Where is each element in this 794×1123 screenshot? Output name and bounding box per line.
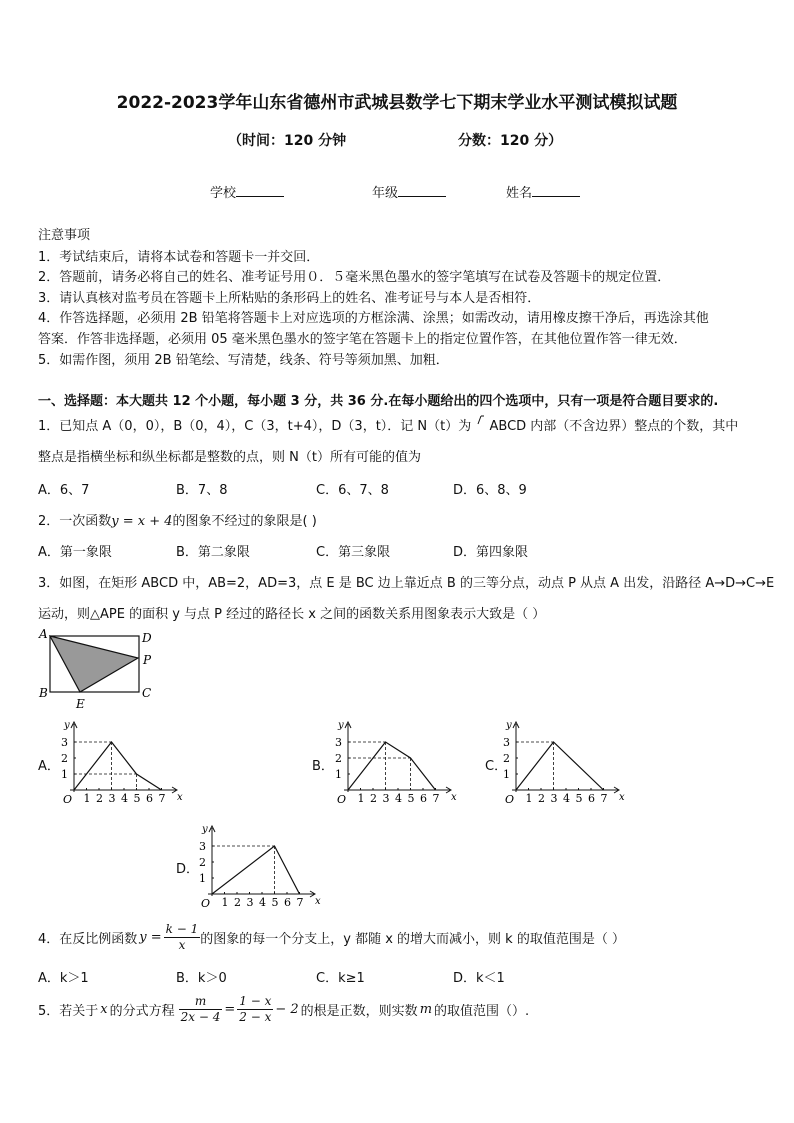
q5-var-m: m xyxy=(419,1002,433,1017)
label-a: A xyxy=(39,627,48,641)
score-label: 分数：120 分） xyxy=(458,133,563,149)
x-tick-label: 1 xyxy=(357,792,365,805)
section-heading: 一、选择题：本大题共 12 个小题，每小题 3 分，共 36 分.在每小题给出的四个选项中，只有一项是符合题目要求的. xyxy=(38,394,719,409)
x-tick-label: 7 xyxy=(432,792,440,805)
x-tick-label: 1 xyxy=(221,896,229,909)
x-axis-label: x xyxy=(451,792,457,803)
parallelogram-icon xyxy=(475,415,485,425)
q5-equals: = xyxy=(224,1002,236,1017)
function-line xyxy=(348,742,436,790)
y-tick-label: 2 xyxy=(199,856,206,869)
q4-numerator: k − 1 xyxy=(165,922,199,936)
graph-option-b xyxy=(332,718,462,806)
option: A．6、7 xyxy=(38,483,90,498)
y-axis-label: y xyxy=(64,720,70,731)
y-tick-label: 3 xyxy=(503,736,510,749)
x-tick-label: 7 xyxy=(296,896,304,909)
option: A．第一象限 xyxy=(38,545,112,560)
origin-label: O xyxy=(505,793,515,806)
notice-heading: 注意事项 xyxy=(38,228,91,243)
name-blank xyxy=(532,184,580,197)
q5-text: 的取值范围（）. xyxy=(434,1004,530,1019)
y-tick-label: 2 xyxy=(61,752,68,765)
x-tick-label: 3 xyxy=(550,792,558,805)
name-label: 姓名 xyxy=(506,186,533,201)
x-tick-label: 4 xyxy=(395,792,402,805)
q5-denominator-1: 2x − 4 xyxy=(180,1010,221,1024)
x-tick-label: 4 xyxy=(259,896,266,909)
q1-line2: 整点是指横坐标和纵坐标都是整数的点，则 N（t）所有可能的值为 xyxy=(38,450,421,465)
q5-stem xyxy=(38,994,529,1025)
x-tick-label: 2 xyxy=(234,896,241,909)
y-tick-label: 2 xyxy=(503,752,510,765)
grade-blank xyxy=(398,184,446,197)
q5-tail: − 2 xyxy=(275,1002,299,1017)
notice-item: 1．考试结束后，请将本试卷和答题卡一并交回． xyxy=(38,250,320,265)
y-axis-label: y xyxy=(202,824,208,835)
x-tick-label: 2 xyxy=(370,792,377,805)
school-label: 学校 xyxy=(210,186,237,201)
option: B．k＞0 xyxy=(176,971,227,986)
q5-text: 的根是正数，则实数 xyxy=(300,1004,418,1019)
school-blank xyxy=(236,184,284,197)
x-tick-label: 2 xyxy=(96,792,103,805)
q1-text: 1．已知点 A（0，0），B（0，4），C（3，t+4），D（3，t）．记 N（t）为 xyxy=(38,419,476,434)
grade-label: 年级 xyxy=(372,186,399,201)
x-tick-label: 4 xyxy=(121,792,128,805)
x-axis-label: x xyxy=(177,792,183,803)
notice-item: 5．如需作图，须用 2B 铅笔绘、写清楚，线条、符号等须加黑、加粗． xyxy=(38,353,449,368)
x-tick-label: 5 xyxy=(575,792,583,805)
x-tick-label: 7 xyxy=(600,792,608,805)
q4-text: 4．在反比例函数 xyxy=(38,932,138,947)
q5-var-x: x xyxy=(100,1002,108,1017)
q5-numerator-2: 1 − x xyxy=(239,994,272,1008)
option-label: B． xyxy=(312,759,334,774)
x-axis-label: x xyxy=(315,896,321,907)
q2-stem xyxy=(38,510,317,529)
y-tick-label: 3 xyxy=(61,736,68,749)
option: C．k≥1 xyxy=(316,971,365,986)
y-tick-label: 1 xyxy=(61,768,68,781)
option: B．7、8 xyxy=(176,483,228,498)
q5-numerator-1: m xyxy=(179,994,223,1010)
x-tick-label: 4 xyxy=(563,792,570,805)
q4-text: 的图象的每一个分支上，y 都随 x 的增大而减小，则 k 的取值范围是（ ） xyxy=(200,932,625,947)
grade-field xyxy=(372,182,446,201)
notice-item: 2．答题前，请务必将自己的姓名、准考证号用０．５毫米黑色墨水的签字笔填写在试卷及答题卡的规定位置． xyxy=(38,270,671,285)
q3-line1: 3．如图，在矩形 ABCD 中，AB=2，AD=3，点 E 是 BC 边上靠近点 B 的三等分点，动点 P 从点 A 出发，沿路径 A→D→C→E xyxy=(38,576,775,591)
q1-line1 xyxy=(38,415,738,434)
y-tick-label: 1 xyxy=(335,768,342,781)
option: D．第四象限 xyxy=(453,545,529,560)
x-tick-label: 1 xyxy=(83,792,91,805)
q2-text: 2．一次函数 xyxy=(38,514,112,529)
time-label: （时间：120 分钟 xyxy=(228,133,347,149)
q5-fraction-1 xyxy=(179,994,223,1025)
y-tick-label: 2 xyxy=(335,752,342,765)
q4-denominator: x xyxy=(178,938,186,952)
function-line xyxy=(212,846,300,894)
y-axis-label: y xyxy=(506,720,512,731)
option: B．第二象限 xyxy=(176,545,250,560)
rectangle-figure xyxy=(34,626,164,712)
notice-item: 4．作答选择题，必须用 2B 铅笔将答题卡上对应选项的方框涂满、涂黑；如需改动，请用橡皮擦干净后，再选涂其他 xyxy=(38,311,709,326)
q5-fraction-2 xyxy=(237,994,273,1025)
q2-formula: y = x + 4 xyxy=(111,514,173,529)
y-tick-label: 3 xyxy=(335,736,342,749)
function-line xyxy=(516,742,604,790)
q4-stem xyxy=(38,922,625,953)
school-field xyxy=(210,182,284,201)
x-tick-label: 2 xyxy=(538,792,545,805)
option: D．k＜1 xyxy=(453,971,505,986)
q5-text: 的分式方程 xyxy=(109,1004,175,1019)
q1-text: ABCD 内部（不含边界）整点的个数，其中 xyxy=(485,419,739,434)
y-axis-label: y xyxy=(338,720,344,731)
label-b: B xyxy=(39,686,48,700)
page-title: 2022-2023学年山东省德州市武城县数学七下期末学业水平测试模拟试题 xyxy=(116,93,678,113)
option: C．6、7、8 xyxy=(316,483,389,498)
x-tick-label: 5 xyxy=(271,896,279,909)
graph-option-c xyxy=(500,718,630,806)
q4-y-eq: y = xyxy=(139,930,162,945)
graph-option-a xyxy=(58,718,188,806)
triangle-ape xyxy=(50,636,138,692)
option-label: C． xyxy=(485,759,508,774)
origin-label: O xyxy=(63,793,73,806)
q5-text: 5．若关于 xyxy=(38,1004,99,1019)
x-axis-label: x xyxy=(619,792,625,803)
x-tick-label: 5 xyxy=(133,792,141,805)
option: D．6、8、9 xyxy=(453,483,527,498)
option: C．第三象限 xyxy=(316,545,391,560)
notice-item: 3．请认真核对监考员在答题卡上所粘贴的条形码上的姓名、准考证号与本人是否相符． xyxy=(38,291,541,306)
origin-label: O xyxy=(337,793,347,806)
q5-denominator-2: 2 − x xyxy=(239,1010,272,1024)
q4-fraction xyxy=(164,922,201,953)
y-tick-label: 3 xyxy=(199,840,206,853)
y-tick-label: 1 xyxy=(199,872,206,885)
option: A．k＞1 xyxy=(38,971,89,986)
option-label: D． xyxy=(176,862,200,877)
x-tick-label: 5 xyxy=(407,792,415,805)
x-tick-label: 6 xyxy=(284,896,291,909)
q3-line2: 运动，则△APE 的面积 y 与点 P 经过的路径长 x 之间的函数关系用图象表示大致是（ ） xyxy=(38,607,546,622)
function-line xyxy=(74,742,162,790)
graph-option-d xyxy=(196,822,326,910)
option-label: A． xyxy=(38,759,60,774)
x-tick-label: 6 xyxy=(146,792,153,805)
x-tick-label: 1 xyxy=(525,792,533,805)
q2-text: 的图象不经过的象限是( ) xyxy=(172,514,317,529)
x-tick-label: 7 xyxy=(158,792,166,805)
label-c: C xyxy=(142,686,152,700)
x-tick-label: 3 xyxy=(108,792,116,805)
label-d: D xyxy=(142,631,152,645)
x-tick-label: 3 xyxy=(246,896,254,909)
y-tick-label: 1 xyxy=(503,768,510,781)
x-tick-label: 3 xyxy=(382,792,390,805)
name-field xyxy=(506,182,580,201)
label-e: E xyxy=(76,697,85,711)
x-tick-label: 6 xyxy=(420,792,427,805)
label-p: P xyxy=(143,653,152,667)
notice-item: 答案．作答非选择题，必须用 05 毫米黑色墨水的签字笔在答题卡上的指定位置作答，在其他位置作答一律无效． xyxy=(38,332,687,347)
x-tick-label: 6 xyxy=(588,792,595,805)
origin-label: O xyxy=(201,897,211,910)
